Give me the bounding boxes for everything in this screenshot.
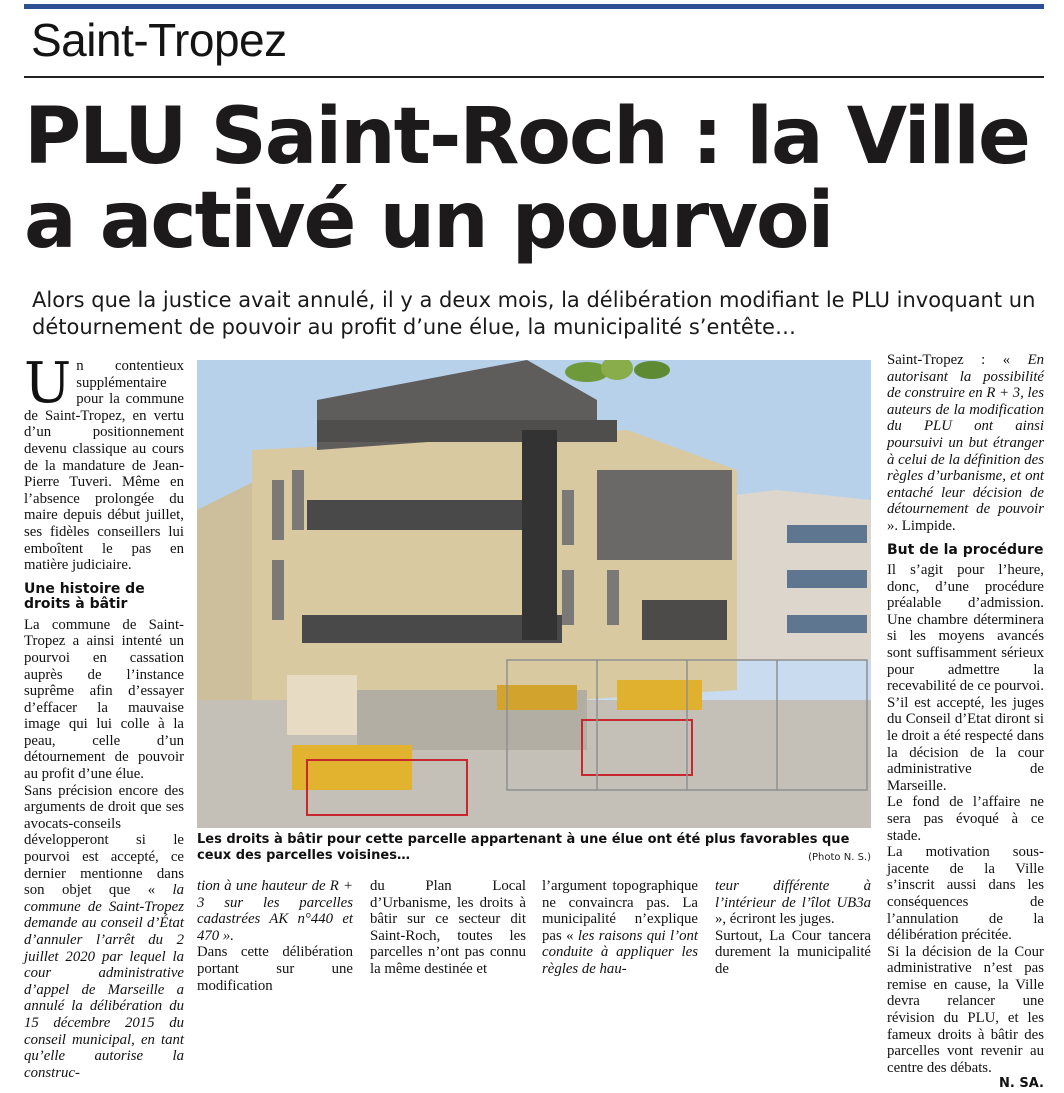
headline-line-2: a activé un pourvoi (24, 176, 833, 266)
col5-p1-intro: Saint-Tropez : « (887, 352, 1028, 368)
col5-p1-quote: En autorisant la possibilité de construire en R + 3, les auteurs de la modification du PLU ont ainsi poursuivi un but étranger à celui de la définition des règles d’urbanisme, et ont entaché leur décision de détournement de pouvoir (887, 352, 1044, 518)
construction-photo (197, 360, 871, 828)
subhead-procedure: But de la procédure (887, 541, 1044, 558)
col5-p1-end: ». Limpide. (887, 517, 956, 534)
bottom-column-4 (542, 878, 698, 978)
col5-paragraph-3: S’il est accepté, les juges du Conseil d’Etat diront si le droit a été respecté dans la décision de la cour administrative de Marseille. (887, 694, 1044, 794)
section-title: Saint-Tropez (31, 14, 287, 66)
top-accent-bar (24, 4, 1044, 9)
col1-paragraph-1: n contentieux supplémentaire pour la commune de Saint-Tropez, en vertu d’un positionnement devenu classique au cours de la mandature de Jean-Pierre Tuveri. Même en l’absence prolongée du maire depuis début juillet, ses fidèles conseillers lui emboîtent le pas en matière judiciaire. (24, 358, 184, 574)
col5-paragraph-1 (887, 352, 1044, 535)
col1-p3-quote: la commune de Saint-Tropez demande au conseil d’État d’annuler l’arrêt du 2 juillet 2020 par lequel la cour administrative d’appel de Marseille a annulé la délibération du 15 décembre 2015 du conseil municipal, en tant qu’elle autorise la construc- (24, 882, 184, 1081)
tree-leaves-icon (565, 360, 670, 382)
bottom-column-2 (197, 878, 353, 994)
col5-paragraph-6: Si la décision de la Cour administrative n’est pas remise en cause, la Ville devra relancer une révision du PLU, et les fameux droits à bâtir des parcelles vont revenir au centre des débats. (887, 943, 1044, 1076)
lede: Alors que la justice avait annulé, il y a deux mois, la délibération modifiant le PLU invoquant un détournement de pouvoir au profit d’une élue, la municipalité s’entête… (32, 288, 1036, 339)
section-divider (24, 76, 1044, 78)
bottom-c2-text: Dans cette délibération portant sur une modification (197, 944, 353, 994)
subhead-droits: Une histoire de droits à bâtir (24, 580, 145, 613)
col1-paragraph-3 (24, 783, 184, 1082)
col1-paragraph-2: La commune de Saint-Tropez a ainsi intenté un pourvoi en cassation auprès de l’instance suprême afin d’essayer d’effacer la mauvaise image qui lui colle à la peau, celle d’un détournement de pouvoir au profit d’une élue. (24, 616, 184, 783)
photo-credit: (Photo N. S.) (808, 852, 871, 863)
bottom-c5-quote: teur différente à l’intérieur de l’îlot UB3a (715, 878, 871, 911)
bottom-column-5 (715, 878, 871, 978)
column-5 (887, 352, 1044, 1093)
bottom-column-3: du Plan Local d’Urbanisme, les droits à bâtir sur ce secteur dit Saint-Roch, toutes les parcelles n’ont pas connu la même destinée et (370, 878, 526, 977)
col5-paragraph-5: La motivation sous-jacente de la Ville s’inscrit aussi dans les conséquences de l’annulation de la délibération précitée. (887, 844, 1044, 944)
col5-paragraph-2: Il s’agit pour l’heure, donc, d’une procédure préalable d’admission. Une chambre déterminera si les moyens avancés sont suffisamment sérieux pour admettre la recevabilité de ce pourvoi. (887, 562, 1044, 695)
column-1 (24, 351, 184, 1081)
headline-line-1: PLU Saint-Roch : la Ville (24, 92, 1029, 182)
author-signature: N. SA. (999, 1076, 1044, 1092)
bottom-c5-text: », écriront les juges. (715, 911, 835, 928)
col1-p3-text: Sans précision encore des arguments de droit que ses avocats-conseils développeront si le pourvoi est accepté, ce dernier mentionne dans son objet que « (24, 782, 184, 899)
photo-caption: Les droits à bâtir pour cette parcelle appartenant à une élue ont été plus favorables que ceux des parcelles voisines… (197, 832, 850, 863)
bottom-c4-text: l’argument topographique ne convaincra pas. La municipalité n’explique pas « (542, 878, 698, 944)
bottom-c2-quote: tion à une hauteur de R + 3 sur les parcelles cadastrées AK n°440 et 470 ». (197, 878, 353, 944)
col5-paragraph-4: Le fond de l’affaire ne sera pas évoqué à ce stade. (887, 794, 1044, 844)
bottom-c5-text-2: Surtout, La Cour tancera durement la municipalité de (715, 927, 871, 977)
drop-cap: U (24, 351, 72, 416)
bottom-c4-quote: les raisons qui l’ont conduite à appliquer les règles de hau- (542, 927, 698, 977)
headline (24, 92, 1044, 266)
